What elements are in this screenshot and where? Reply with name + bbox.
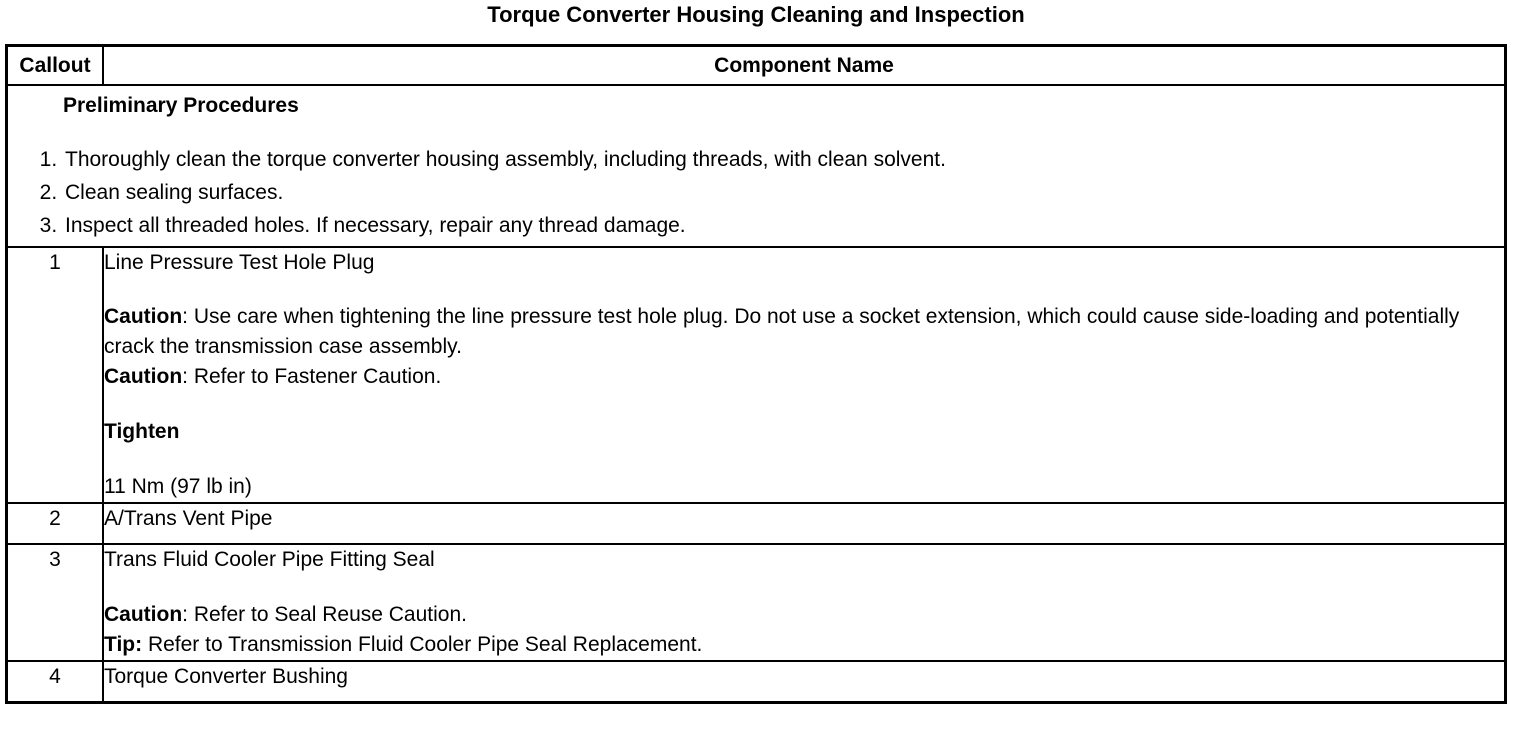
component-cell (103, 544, 1506, 661)
caution-text: : Refer to Fastener Caution. (182, 365, 442, 388)
preliminary-row (7, 85, 1506, 247)
component-name: Line Pressure Test Hole Plug (104, 251, 375, 274)
caution-text: : Use care when tightening the line pressure test hole plug. Do not use a socket extension, which could cause side-loading and potentially crack the transmission case assembly. (104, 305, 1460, 358)
table-row (7, 247, 1506, 503)
tighten-label: Tighten (104, 420, 180, 443)
tip-note (104, 630, 1504, 660)
caution-text: : Refer to Seal Reuse Caution. (182, 603, 467, 626)
caution-note (104, 362, 1504, 392)
component-name: Torque Converter Bushing (103, 661, 1506, 703)
component-name: Trans Fluid Cooler Pipe Fitting Seal (104, 548, 435, 571)
caution-label: Caution (104, 365, 183, 388)
caution-note (104, 302, 1504, 362)
procedure-table (5, 44, 1507, 704)
table-row (7, 503, 1506, 544)
caution-note (104, 600, 1504, 630)
caution-label: Caution (104, 305, 183, 328)
callout-number: 4 (7, 661, 104, 703)
document-title: Torque Converter Housing Cleaning and Inspection (487, 2, 1025, 27)
callout-number: 1 (7, 247, 104, 503)
table-row (7, 544, 1506, 661)
callout-number: 2 (7, 503, 104, 544)
table-row (7, 661, 1506, 703)
caution-label: Caution (104, 603, 183, 626)
header-row (7, 46, 1506, 86)
callout-header: Callout (7, 46, 104, 86)
component-name-header: Component Name (103, 46, 1506, 86)
preliminary-steps (8, 143, 1504, 242)
component-name: A/Trans Vent Pipe (103, 503, 1506, 544)
preliminary-step: 3. Inspect all threaded holes. If necessary, repair any thread damage. (63, 209, 1504, 242)
callout-number: 3 (7, 544, 104, 661)
preliminary-step: 2. Clean sealing surfaces. (63, 176, 1504, 209)
tip-text: Refer to Transmission Fluid Cooler Pipe Seal Replacement. (142, 633, 703, 656)
torque-spec: 11 Nm (97 lb in) (104, 475, 252, 498)
preliminary-step: 1. Thoroughly clean the torque converter housing assembly, including threads, with clean solvent. (63, 143, 1504, 176)
preliminary-title: Preliminary Procedures (63, 94, 299, 117)
preliminary-cell (7, 85, 1506, 247)
component-cell (103, 247, 1506, 503)
tip-label: Tip: (104, 633, 143, 656)
